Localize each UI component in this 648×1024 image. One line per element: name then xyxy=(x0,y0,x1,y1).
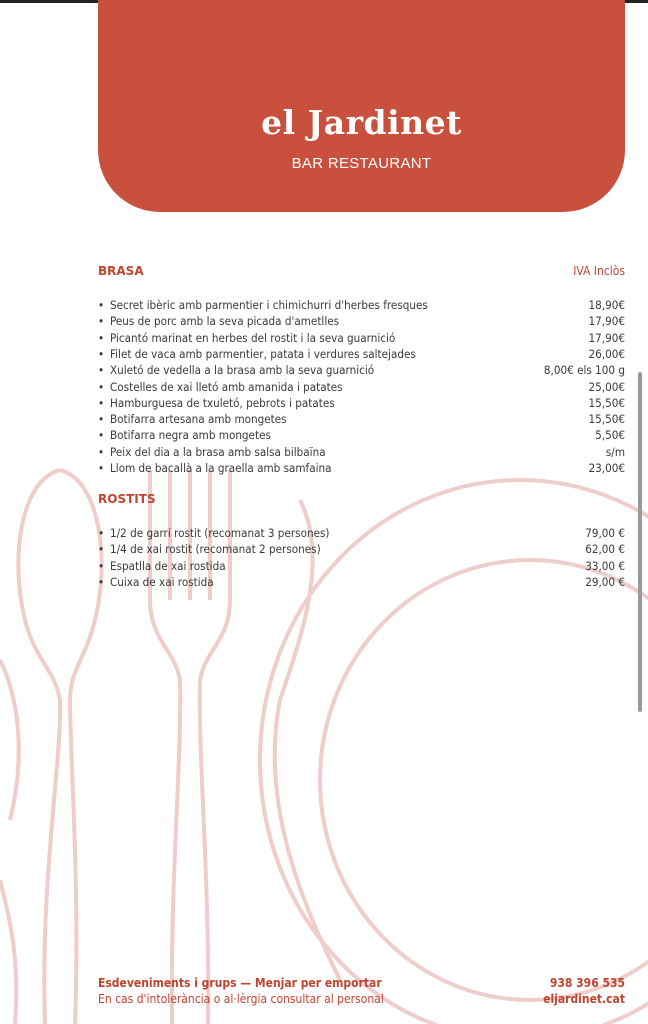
menu-item-price: s/m xyxy=(605,444,625,459)
menu-item-name: Xuletó de vedella a la brasa amb la seva guarnició xyxy=(110,363,375,378)
menu-item xyxy=(98,313,625,329)
menu-item xyxy=(98,411,625,427)
bullet-icon: • xyxy=(98,444,105,459)
footer-website[interactable]: eljardinet.cat xyxy=(543,992,625,1006)
menu-item-name: Espatlla de xai rostida xyxy=(110,558,226,573)
menu-item xyxy=(98,297,625,313)
menu-item-name: Filet de vaca amb parmentier, patata i verdures saltejades xyxy=(110,346,416,361)
bullet-icon: • xyxy=(98,428,105,443)
menu-item xyxy=(98,574,625,590)
menu-item xyxy=(98,395,625,411)
plate-inner-art xyxy=(320,560,648,1000)
menu-item-price: 18,90€ xyxy=(588,298,625,312)
menu-item xyxy=(98,379,625,395)
menu-item-name: Llom de bacallà a la graella amb samfaina xyxy=(110,461,332,475)
menu-item xyxy=(98,558,625,574)
menu-item xyxy=(98,330,625,346)
menu-item xyxy=(98,541,625,557)
menu-item-name: 1/4 de xai rostit (recomanat 2 persones) xyxy=(110,542,321,557)
menu-item-name: Picantó marinat en herbes del rostit i la seva guarnició xyxy=(110,330,396,345)
menu-item xyxy=(98,444,625,460)
menu-item-price: 26,00€ xyxy=(588,346,625,361)
menu-item-name: Botifarra negra amb mongetes xyxy=(110,428,271,443)
bullet-icon: • xyxy=(98,574,105,589)
section-title: ROSTITS xyxy=(98,492,156,506)
menu-item-price: 5,50€ xyxy=(595,428,625,443)
menu-item-price: 8,00€ els 100 g xyxy=(543,363,625,378)
menu-item-name: Peus de porc amb la seva picada d'ametlles xyxy=(110,314,340,329)
restaurant-header xyxy=(98,0,625,212)
knife-art xyxy=(0,660,19,1024)
menu-item-name: Secret ibèric amb parmentier i chimichurri d'herbes fresques xyxy=(110,298,428,312)
bullet-icon: • xyxy=(98,461,105,475)
bullet-icon: • xyxy=(98,379,105,394)
bullet-icon: • xyxy=(98,412,105,427)
menu-item-price: 23,00€ xyxy=(588,461,625,475)
bullet-icon: • xyxy=(98,526,105,540)
menu-item-price: 25,00€ xyxy=(588,379,625,394)
menu-item xyxy=(98,525,625,541)
iva-note: IVA Inclòs xyxy=(573,264,625,278)
menu-item xyxy=(98,427,625,443)
bullet-icon: • xyxy=(98,542,105,557)
section-title: BRASA xyxy=(98,264,144,278)
footer-phone[interactable]: 938 396 535 xyxy=(549,976,625,990)
bullet-icon: • xyxy=(98,558,105,573)
menu-item-price: 33,00 € xyxy=(585,558,625,573)
restaurant-subtitle: BAR RESTAURANT xyxy=(291,155,432,172)
restaurant-logo: el Jardinet xyxy=(261,103,462,142)
menu-item-price: 15,50€ xyxy=(588,412,625,427)
menu-item-price: 15,50€ xyxy=(588,395,625,410)
menu-item-price: 62,00 € xyxy=(585,542,625,557)
menu-item-name: 1/2 de garrí rostit (recomanat 3 persones) xyxy=(110,526,330,540)
menu-item-name: Hamburguesa de txuletó, pebrots i patates xyxy=(110,395,335,410)
scrollbar[interactable] xyxy=(638,372,642,712)
spoon-art xyxy=(18,470,101,1024)
menu-item-price: 29,00 € xyxy=(585,574,625,589)
footer-services: Esdeveniments i grups — Menjar per emportar xyxy=(98,976,382,990)
menu-item-name: Peix del dia a la brasa amb salsa bilbaïna xyxy=(110,444,326,459)
menu-item-name: Cuixa de xai rostida xyxy=(110,574,214,589)
menu-item-name: Costelles de xai lletó amb amanida i patates xyxy=(110,379,343,394)
menu-item xyxy=(98,346,625,362)
bullet-icon: • xyxy=(98,330,105,345)
menu-item xyxy=(98,460,625,476)
menu-item-name: Botifarra artesana amb mongetes xyxy=(110,412,287,427)
menu-item-price: 79,00 € xyxy=(585,526,625,540)
bullet-icon: • xyxy=(98,298,105,312)
bullet-icon: • xyxy=(98,346,105,361)
bullet-icon: • xyxy=(98,363,105,378)
menu-item-price: 17,90€ xyxy=(588,330,625,345)
bullet-icon: • xyxy=(98,314,105,329)
menu-item xyxy=(98,362,625,378)
bullet-icon: • xyxy=(98,395,105,410)
menu-item-price: 17,90€ xyxy=(588,314,625,329)
footer-allergy-note: En cas d'intolerància o al·lèrgia consultar al personal xyxy=(98,992,384,1006)
